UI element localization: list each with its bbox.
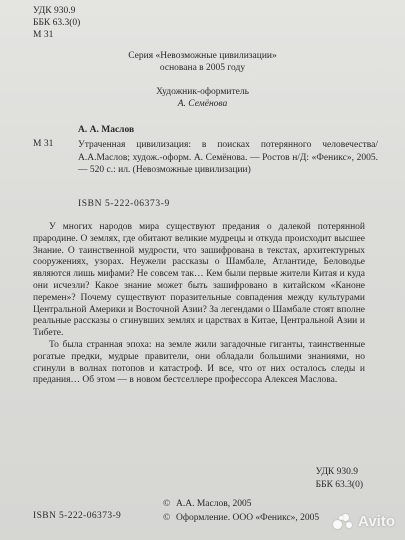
annotation-paragraph-1: У многих народов мира существуют предания о далекой потерянной прародине. О землях, где обитают великие мудрецы и откуда происходит высшее Знание. О таинственной мудрости, что зашифрована в текстах, архитектурных сооружениях, узорах. Неужели рассказы о Шамбале, Атлантиде, Беловодье являются лишь мифами? Не совсем так… Кем были первые жители Китая и куда они исчезли? Какое знание может быть зашифровано в китайском «Каноне перемен»? Почему существуют поразительные совпадения между культурами Центральной Америки и Восточной Азии? За легендами о Шамбале стоят вполне реальные рассказы о сгинувших землях и царствах в Китае, Центральной Азии и Тибете. bbox=[33, 222, 365, 339]
copyright-author-text: А.А. Маслов, 2005 bbox=[176, 499, 252, 509]
copyright-symbol: © bbox=[163, 499, 171, 509]
classification-codes-bottom bbox=[316, 466, 363, 492]
avito-logo-icon bbox=[333, 514, 353, 530]
copyright-design-text: Оформление. ООО «Феникс», 2005 bbox=[176, 513, 320, 523]
bbk-code: ББК 63.3(0) bbox=[33, 18, 81, 28]
udk-code-bottom: УДК 930.9 bbox=[315, 467, 359, 477]
udk-code: УДК 930.9 bbox=[33, 6, 76, 16]
bbk-code-bottom: ББК 63.3(0) bbox=[315, 480, 363, 490]
m-code-biblio: М 31 bbox=[33, 139, 54, 149]
copyright-author bbox=[163, 497, 319, 511]
copyright-design bbox=[163, 511, 319, 525]
artist-credit bbox=[0, 86, 405, 110]
annotation bbox=[33, 222, 365, 387]
isbn-top: ISBN 5-222-06373-9 bbox=[78, 199, 170, 209]
avito-watermark bbox=[333, 513, 395, 530]
annotation-paragraph-2: То была странная эпоха: на земле жили загадочные гиганты, таинственные рогатые предки, мудрые правители, они обладали большими знаниями, но сгинули в волнах потопов и катастроф. И все, что от них осталось следы и предания… Об этом — в новом бестселлере профессора Алексея Маслова. bbox=[33, 339, 365, 386]
copyright-lines bbox=[163, 497, 319, 525]
bibliographic-description: Утраченная цивилизация: в поисках потерянного человечества/А.А.Маслов; худож.-оформ. А. Семёнова. — Ростов н/Д: «Феникс», 2005. — 520 с.: ил. (Невозможные цивилизации) bbox=[78, 140, 378, 175]
artist-name: А. Семёнова bbox=[177, 99, 228, 109]
series-line-1: Серия «Невозможные цивилизации» bbox=[128, 51, 277, 61]
author-heading: А. А. Маслов bbox=[78, 125, 135, 135]
m-code-top: М 31 bbox=[33, 30, 54, 40]
isbn-bottom: ISBN 5-222-06373-9 bbox=[33, 511, 122, 521]
artist-role: Художник-оформитель bbox=[156, 87, 249, 97]
series-line-2: основана в 2005 году bbox=[159, 63, 246, 73]
series-info bbox=[0, 50, 405, 74]
copyright-symbol-2: © bbox=[163, 513, 171, 523]
watermark-text: Avito bbox=[358, 513, 395, 530]
classification-codes-top bbox=[33, 5, 80, 41]
